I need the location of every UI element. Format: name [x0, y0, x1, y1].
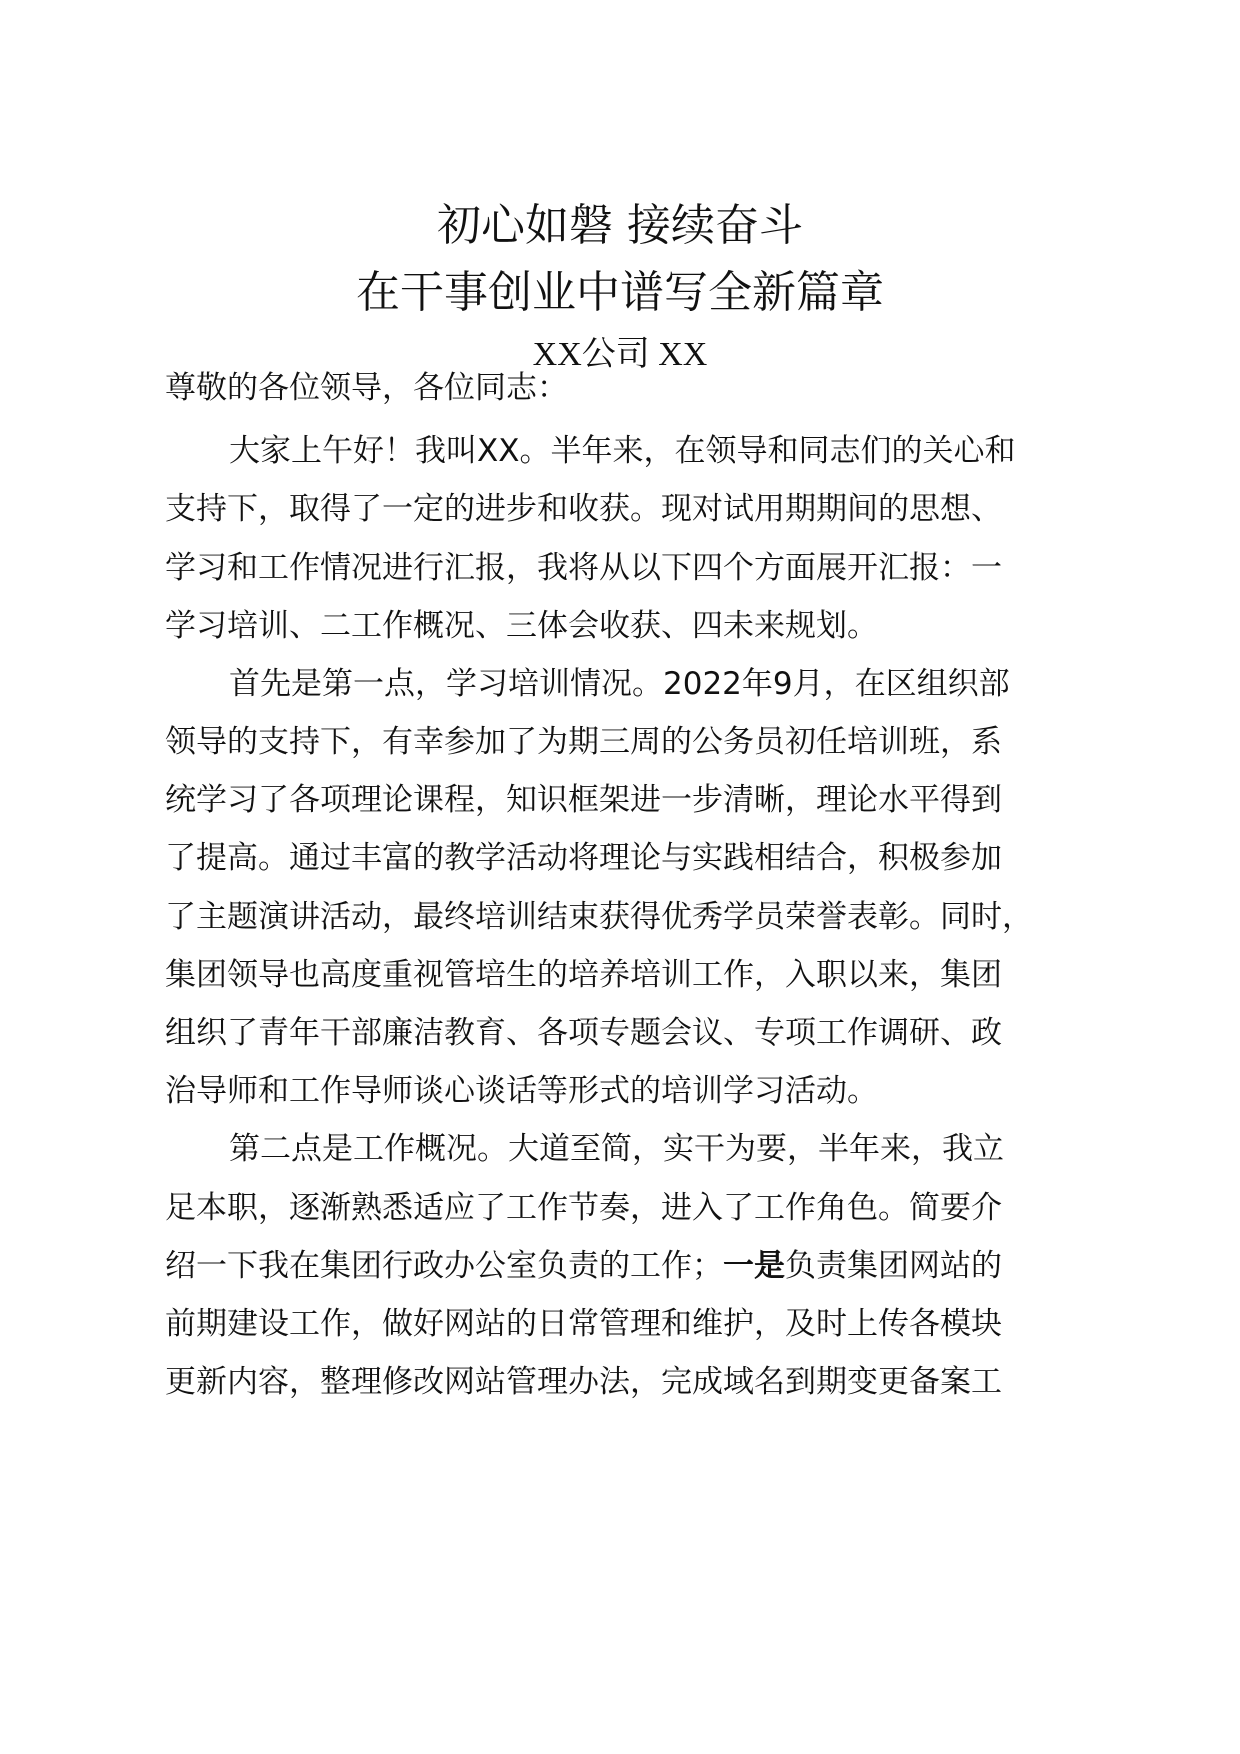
document-title-line-1: 初心如磐 接续奋斗 [437, 200, 803, 251]
document-title-line-2: 在干事创业中谱写全新篇章 [356, 267, 884, 318]
body-line: 大家上午好！我叫XX。半年来，在领导和同志们的关心和 [229, 433, 1016, 469]
salutation: 尊敬的各位领导，各位同志： [165, 370, 568, 406]
body-line-text: 负责集团网站的 [785, 1248, 1002, 1284]
body-line: 第二点是工作概况。大道至简，实干为要，半年来，我立 [229, 1131, 1004, 1167]
body-line [165, 1244, 1002, 1288]
body-line: 了提高。通过丰富的教学活动将理论与实践相结合，积极参加 [165, 840, 1002, 876]
body-line: 组织了青年干部廉洁教育、各项专题会议、专项工作调研、政 [165, 1015, 1002, 1051]
body-line: 统学习了各项理论课程，知识框架进一步清晰，理论水平得到 [165, 782, 1002, 818]
body-line: 了主题演讲活动，最终培训结束获得优秀学员荣誉表彰。同时， [165, 899, 1033, 935]
author-byline: XX公司 XX [532, 336, 708, 373]
body-line: 前期建设工作，做好网站的日常管理和维护，及时上传各模块 [165, 1306, 1002, 1342]
body-line: 学习培训、二工作概况、三体会收获、四未来规划。 [165, 608, 878, 644]
body-line-text: 绍一下我在集团行政办公室负责的工作； [165, 1248, 723, 1284]
body-line: 治导师和工作导师谈心谈话等形式的培训学习活动。 [165, 1073, 878, 1109]
body-line: 更新内容，整理修改网站管理办法，完成域名到期变更备案工 [165, 1364, 1002, 1400]
body-line: 支持下，取得了一定的进步和收获。现对试用期期间的思想、 [165, 491, 1002, 527]
body-line: 足本职，逐渐熟悉适应了工作节奏，进入了工作角色。简要介 [165, 1190, 1002, 1226]
body-line: 集团领导也高度重视管培生的培养培训工作，入职以来，集团 [165, 957, 1002, 993]
body-line: 领导的支持下，有幸参加了为期三周的公务员初任培训班，系 [165, 724, 1002, 760]
bold-lead-in: 一是 [723, 1248, 785, 1284]
body-line: 学习和工作情况进行汇报，我将从以下四个方面展开汇报：一 [165, 550, 1002, 586]
body-line: 首先是第一点，学习培训情况。2022年9月，在区组织部 [229, 666, 1010, 702]
